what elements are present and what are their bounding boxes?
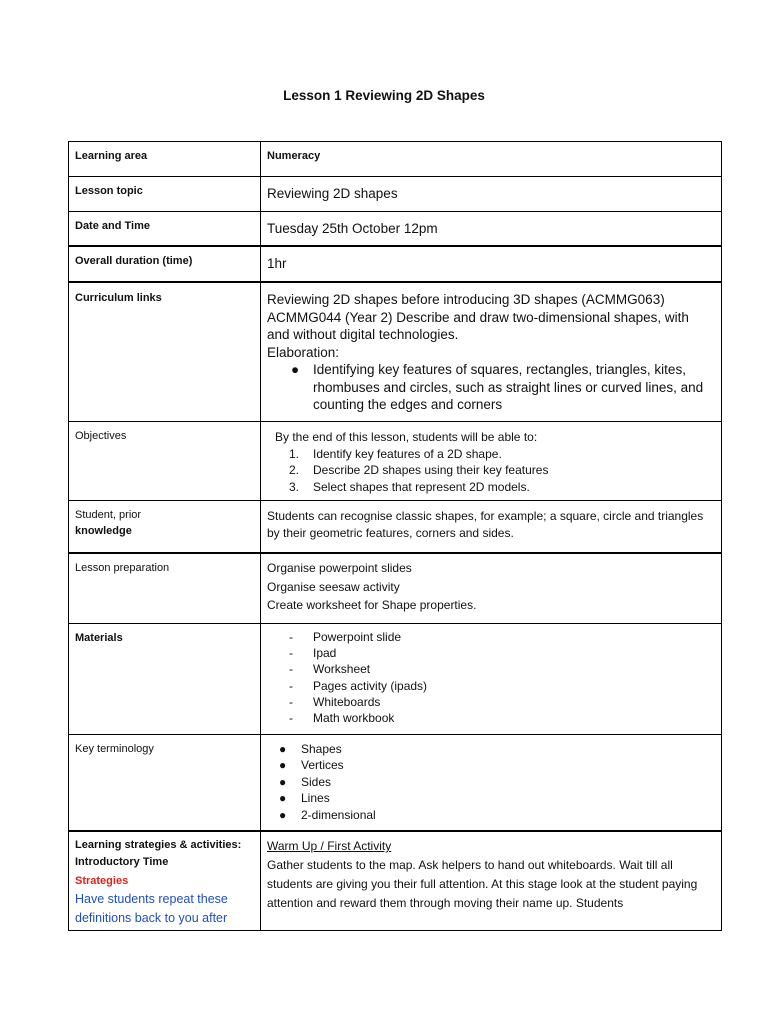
list-item (267, 629, 715, 645)
list-item (267, 710, 715, 726)
terminology-list (267, 741, 715, 823)
dash-marker: - (289, 678, 293, 693)
prior-label-line-2: knowledge (75, 525, 132, 537)
objectives-intro: By the end of this lesson, students will be able to: (275, 430, 538, 444)
list-item (267, 678, 715, 694)
row-learning-area (68, 141, 722, 177)
strategies-label-line-2: Introductory Time (75, 856, 169, 868)
bullet-marker: ● (279, 742, 287, 756)
row-lesson-preparation (68, 554, 722, 624)
list-item (267, 757, 715, 773)
warm-up-text: Gather students to the map. Ask helpers to hand out whiteboards. Wait till all students are giving you their full attention. At this stage look at the student paying attention and reward them through moving their name up. Students (267, 858, 698, 910)
row-date-time (68, 212, 722, 247)
objectives-value (261, 422, 721, 500)
list-item (267, 462, 715, 479)
key-terminology-label: Key terminology (69, 735, 261, 830)
list-item (267, 446, 715, 463)
list-item (267, 645, 715, 661)
list-item (267, 479, 715, 496)
list-number: 2. (289, 463, 300, 477)
curriculum-line-2: ACMMG044 (Year 2) Describe and draw two-dimensional shapes, with and without digital technologies. (267, 309, 689, 342)
curriculum-label: Curriculum links (69, 283, 261, 421)
dash-marker: - (289, 630, 293, 644)
material-text: Pages activity (ipads) (313, 678, 428, 693)
bullet-marker: ● (279, 758, 287, 773)
strategies-heading: Strategies (75, 875, 129, 887)
key-terminology-value (261, 735, 721, 830)
row-materials (68, 624, 722, 735)
materials-label: Materials (69, 624, 261, 734)
materials-list (267, 629, 715, 726)
curriculum-bullet-list (267, 361, 715, 414)
list-number: 3. (289, 479, 300, 494)
list-item (267, 694, 715, 710)
material-text: Whiteboards (313, 694, 381, 709)
curriculum-value (261, 283, 721, 421)
objectives-label: Objectives (69, 422, 261, 500)
duration-label: Overall duration (time) (69, 247, 261, 281)
bullet-marker: ● (279, 807, 287, 822)
term-text: Lines (301, 791, 330, 806)
objective-text: Describe 2D shapes using their key features (313, 463, 549, 477)
dash-marker: - (289, 711, 293, 726)
curriculum-line-3: Elaboration: (267, 344, 340, 360)
page-title: Lesson 1 Reviewing 2D Shapes (283, 88, 485, 103)
materials-value (261, 624, 721, 734)
duration-value: 1hr (267, 256, 287, 271)
learning-strategies-value (261, 832, 721, 930)
prior-label-line-1: Student, prior (75, 509, 142, 521)
dash-marker: - (289, 694, 293, 709)
bullet-marker: ● (279, 774, 287, 789)
material-text: Math workbook (313, 711, 395, 726)
list-item (267, 741, 715, 757)
row-learning-strategies (68, 832, 722, 931)
dash-marker: - (289, 646, 293, 661)
objectives-list (267, 446, 715, 496)
material-text: Ipad (313, 646, 337, 661)
term-text: Sides (301, 774, 332, 789)
dash-marker: - (289, 662, 293, 677)
lesson-preparation-value (261, 554, 721, 623)
row-curriculum-links (68, 283, 722, 422)
strategies-note: Have students repeat these definitions back to you after (75, 892, 228, 925)
warm-up-heading: Warm Up / First Activity (267, 839, 392, 853)
bullet-marker: ● (279, 791, 287, 806)
row-lesson-topic (68, 177, 722, 212)
objective-text: Identify key features of a 2D shape. (313, 446, 502, 461)
preparation-line: Organise seesaw activity (267, 579, 400, 594)
material-text: Powerpoint slide (313, 630, 402, 644)
list-item (267, 361, 715, 414)
prior-knowledge-label (69, 501, 261, 552)
preparation-line: Create worksheet for Shape properties. (267, 598, 477, 612)
objective-text: Select shapes that represent 2D models. (313, 479, 530, 494)
date-time-value: Tuesday 25th October 12pm (267, 221, 438, 236)
lesson-topic-value: Reviewing 2D shapes (267, 186, 398, 201)
list-item (267, 790, 715, 806)
list-item (267, 661, 715, 677)
material-text: Worksheet (313, 662, 371, 677)
learning-area-value: Numeracy (267, 150, 321, 162)
learning-area-label: Learning area (69, 142, 261, 176)
curriculum-line-1: Reviewing 2D shapes before introducing 3D shapes (ACMMG063) (267, 292, 665, 307)
lesson-preparation-label: Lesson preparation (69, 554, 261, 623)
row-objectives (68, 422, 722, 501)
preparation-line: Organise powerpoint slides (267, 561, 412, 575)
term-text: 2-dimensional (301, 807, 376, 822)
row-key-terminology (68, 735, 722, 832)
term-text: Vertices (301, 758, 344, 773)
lesson-topic-label: Lesson topic (69, 177, 261, 211)
term-text: Shapes (301, 742, 342, 756)
row-duration (68, 247, 722, 283)
learning-strategies-label (69, 832, 261, 930)
list-number: 1. (289, 446, 300, 461)
row-prior-knowledge (68, 501, 722, 554)
prior-knowledge-value: Students can recognise classic shapes, for example; a square, circle and triangles by their geometric features, corners and sides. (267, 509, 704, 540)
list-item (267, 774, 715, 790)
date-time-label: Date and Time (69, 212, 261, 245)
strategies-label-line-1: Learning strategies & activities: (75, 839, 242, 851)
list-item (267, 807, 715, 823)
curriculum-bullet-text: Identifying key features of squares, rectangles, triangles, kites, rhombuses and circles, such as straight lines or curved lines, and counting the edges and corners (313, 362, 704, 412)
bullet-marker: ● (291, 362, 300, 377)
